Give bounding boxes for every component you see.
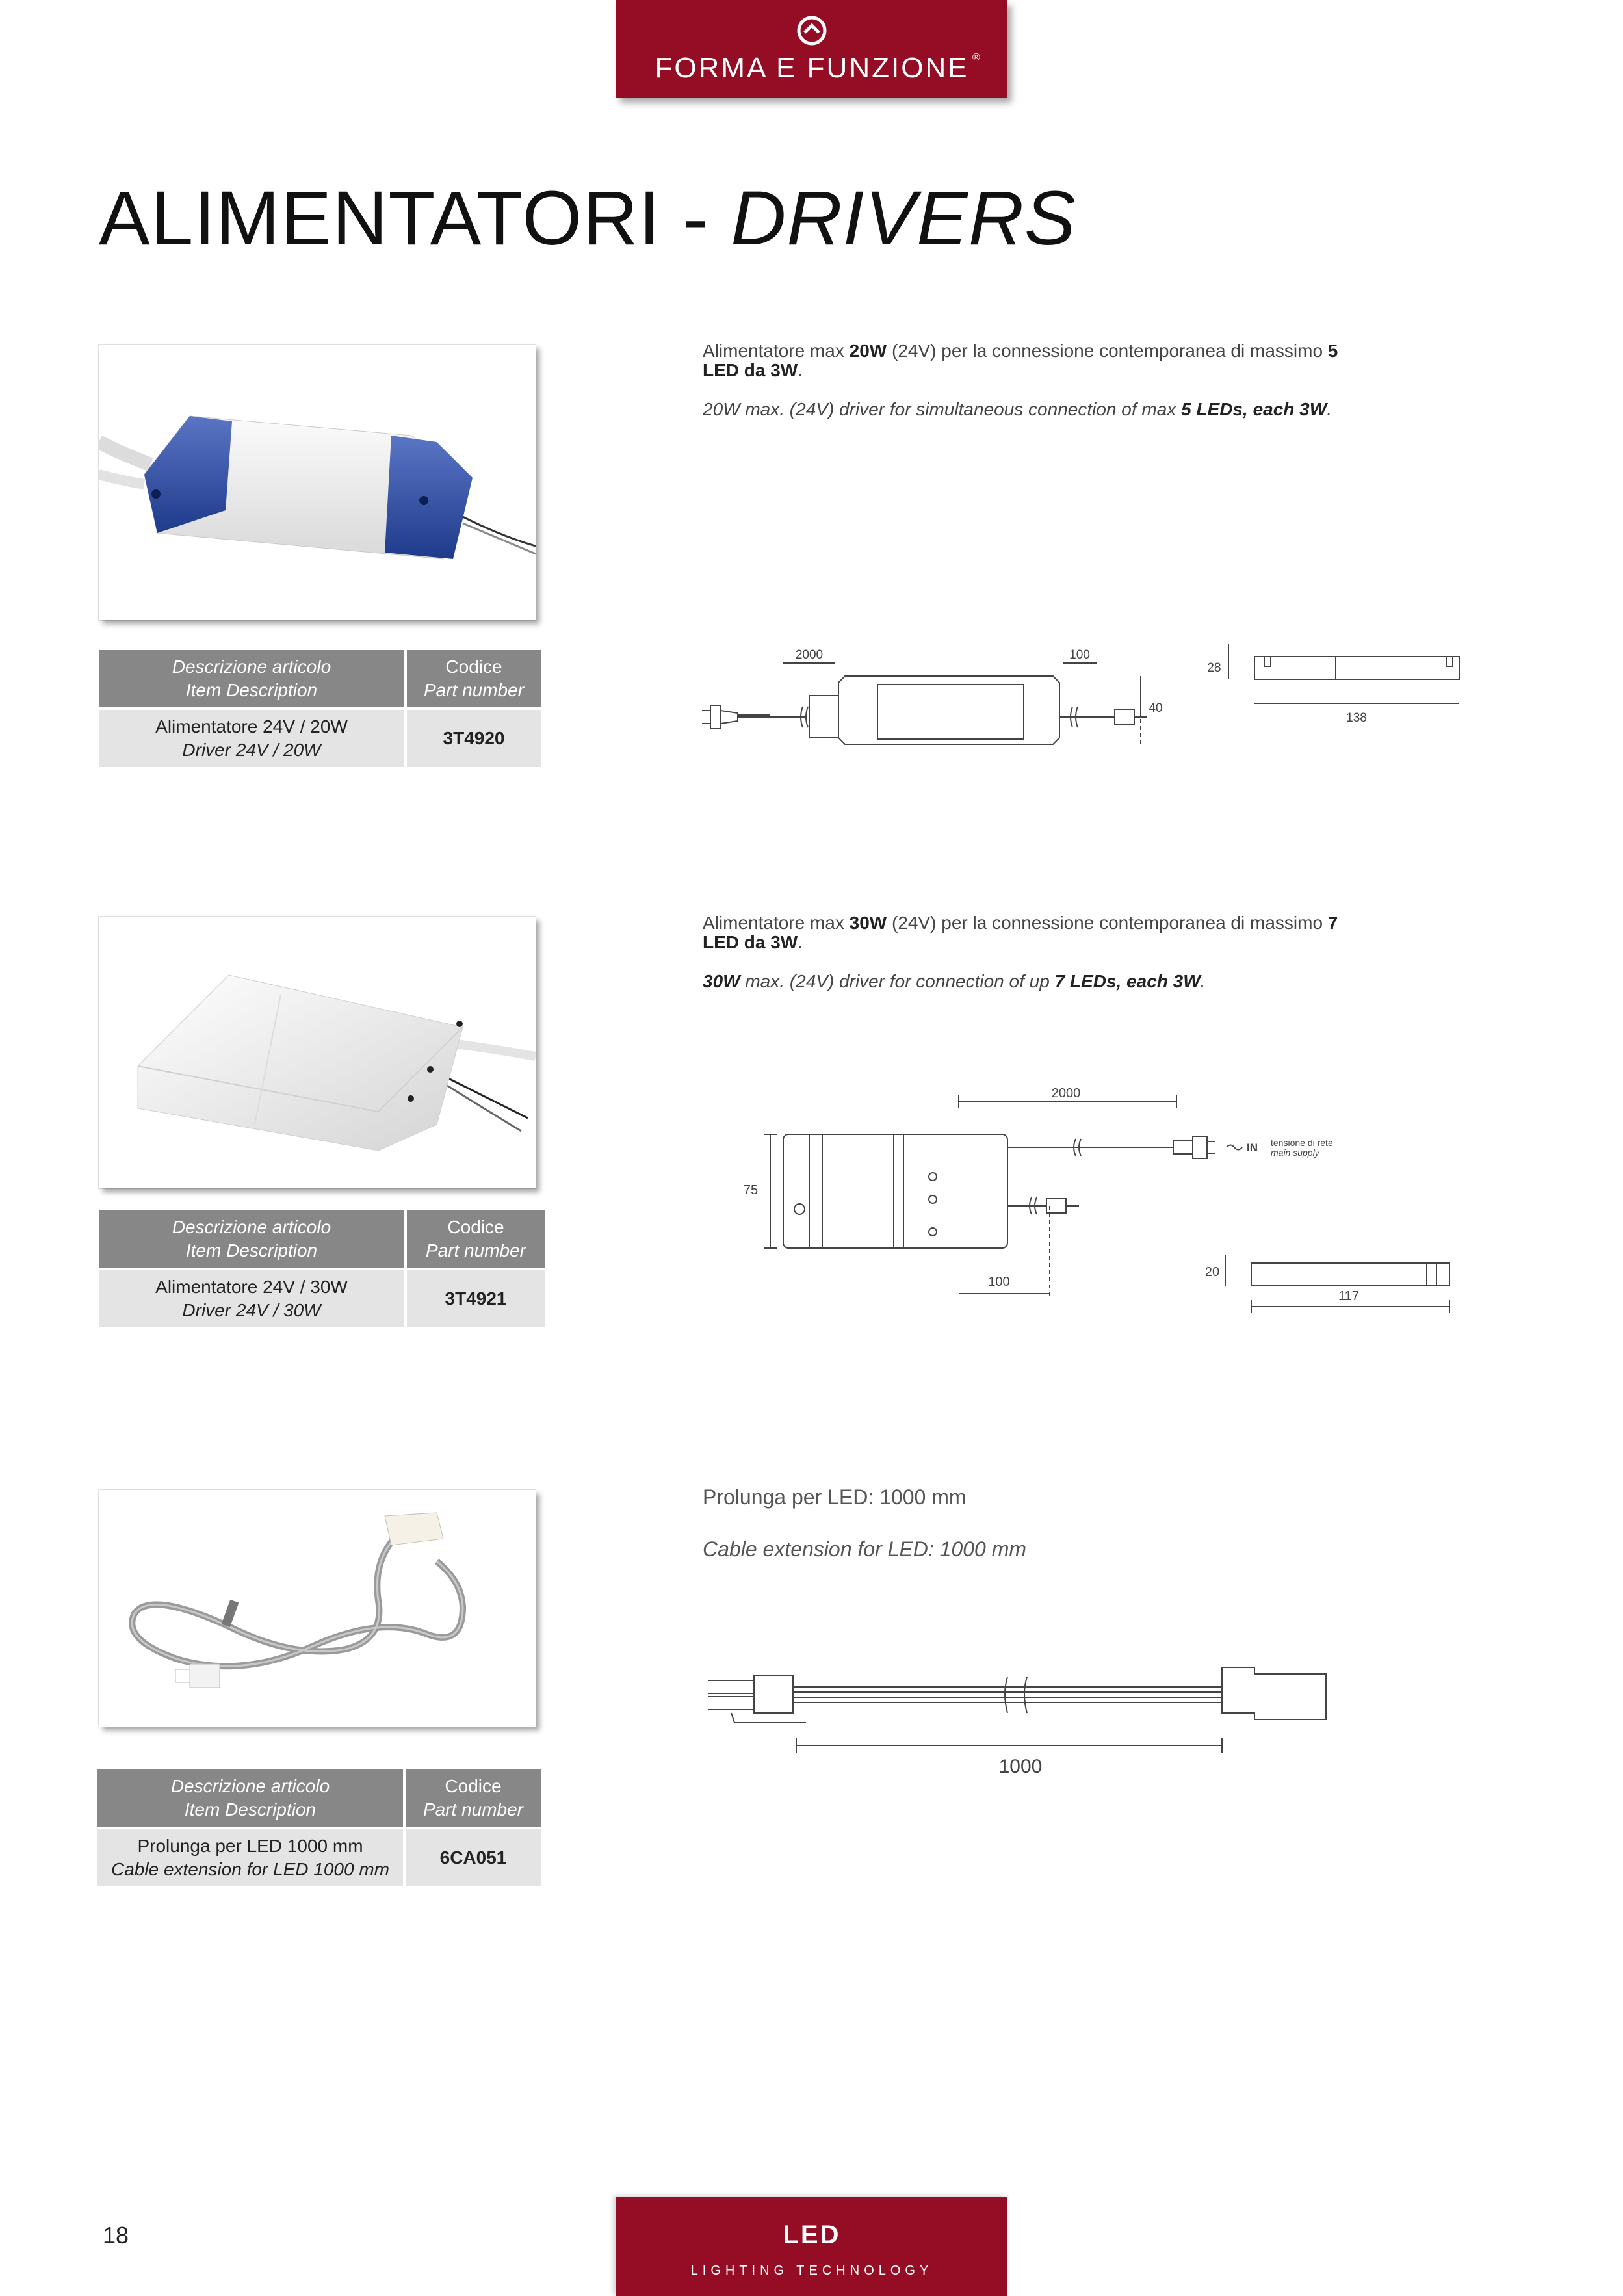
product-photo-driver-30w xyxy=(99,917,536,1188)
th-part-number: Codice Part number xyxy=(407,650,541,707)
title-italic: DRIVERS xyxy=(731,176,1076,261)
brand-name: FORMA E FUNZIONE xyxy=(655,52,969,84)
svg-text:138: 138 xyxy=(1346,711,1367,725)
product-table-1 xyxy=(99,650,541,767)
product-description-3-en: Cable extension for LED: 1000 mm xyxy=(703,1537,1027,1561)
technical-drawing-driver-20w xyxy=(699,634,1479,751)
item-description-cell: Prolunga per LED 1000 mm Cable extension for LED 1000 mm xyxy=(97,1827,406,1886)
part-number-cell: 6CA051 xyxy=(406,1827,541,1886)
page-number: 18 xyxy=(103,2222,129,2249)
product-photo-driver-20w xyxy=(99,345,536,620)
item-description-cell: Alimentatore 24V / 30W Driver 24V / 30W xyxy=(99,1268,407,1327)
section-name: LED xyxy=(783,2221,841,2249)
svg-text:117: 117 xyxy=(1338,1289,1359,1303)
svg-text:1000: 1000 xyxy=(998,1756,1043,1777)
registered-mark: ® xyxy=(972,52,980,63)
svg-text:100: 100 xyxy=(988,1275,1010,1289)
th-item-description: Descrizione articolo Item Description xyxy=(99,650,407,707)
product-table-2 xyxy=(99,1210,545,1327)
product-description-1: Alimentatore max 20W (24V) per la connessione contemporanea di massimo 5 LED da 3W. 20W max. (24V) driver for simultaneous connection of max 5 LEDs, each 3W. xyxy=(703,341,1338,419)
svg-text:tensione di rete: tensione di rete xyxy=(1271,1138,1333,1148)
svg-text:IN: IN xyxy=(1247,1141,1258,1154)
product-description-3-it: Prolunga per LED: 1000 mm xyxy=(703,1485,967,1509)
table-row xyxy=(99,707,541,767)
svg-text:20: 20 xyxy=(1204,1265,1220,1279)
svg-text:main supply: main supply xyxy=(1271,1147,1319,1158)
item-description-cell: Alimentatore 24V / 20W Driver 24V / 20W xyxy=(99,707,407,767)
table-row xyxy=(97,1827,541,1886)
th-item-description: Descrizione articolo Item Description xyxy=(97,1769,406,1827)
technical-drawing-driver-30w xyxy=(699,1079,1479,1326)
svg-text:75: 75 xyxy=(743,1183,759,1197)
circular-arrow-logo-icon xyxy=(796,14,828,47)
product-table-3 xyxy=(97,1769,541,1886)
svg-text:100: 100 xyxy=(1069,648,1090,662)
driver-20w-image xyxy=(99,345,536,620)
svg-text:2000: 2000 xyxy=(795,648,824,662)
section-footer xyxy=(616,2197,1007,2296)
svg-text:2000: 2000 xyxy=(1051,1086,1081,1101)
th-part-number: Codice Part number xyxy=(406,1769,541,1827)
th-part-number: Codice Part number xyxy=(407,1210,545,1268)
driver-30w-image xyxy=(99,917,536,1188)
section-tagline: LIGHTING TECHNOLOGY xyxy=(690,2263,933,2278)
product-photo-cable-extension xyxy=(99,1490,536,1727)
page-title xyxy=(99,174,1076,263)
technical-drawing-cable-extension xyxy=(702,1661,1352,1791)
product-description-2: Alimentatore max 30W (24V) per la connessione contemporanea di massimo 7 LED da 3W. 30W max. (24V) driver for connection of up 7 LEDs, each 3W. xyxy=(703,913,1338,991)
cable-extension-image xyxy=(99,1490,536,1727)
part-number-cell: 3T4921 xyxy=(407,1268,545,1327)
table-row xyxy=(99,1268,545,1327)
svg-text:28: 28 xyxy=(1207,661,1221,675)
part-number-cell: 3T4920 xyxy=(407,707,541,767)
brand-header xyxy=(616,0,1007,98)
svg-text:40: 40 xyxy=(1149,701,1163,715)
th-item-description: Descrizione articolo Item Description xyxy=(99,1210,407,1268)
title-main: ALIMENTATORI - xyxy=(99,176,731,261)
